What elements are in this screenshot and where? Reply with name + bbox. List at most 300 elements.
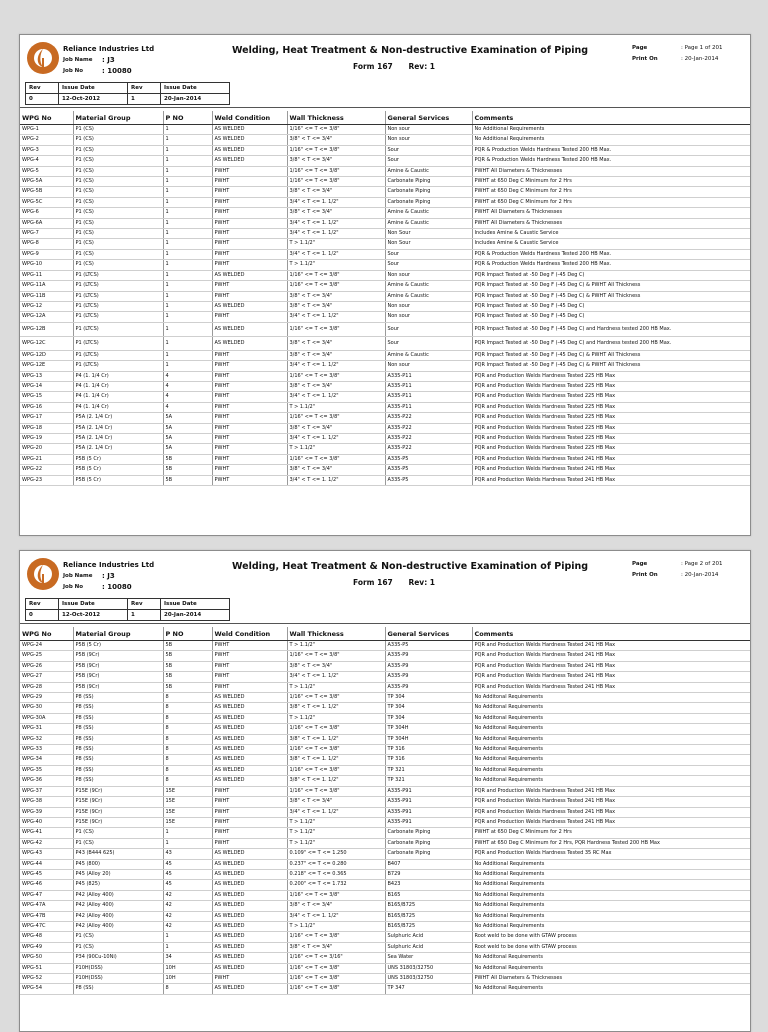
- wpg-no-cell: WPG-54: [20, 984, 73, 994]
- wpg-no-cell: WPG-31: [20, 724, 73, 734]
- wpg-no-cell: WPG-47C: [20, 921, 73, 931]
- material-group-cell: P1 (CS): [73, 229, 163, 239]
- rev-header: Rev: [128, 83, 161, 94]
- table-row: [20, 444, 750, 454]
- comments-cell: No Additonal Requirements: [472, 776, 750, 786]
- p-no-cell: 1: [163, 135, 212, 145]
- comments-cell: Root weld to be done with GTAW process: [472, 942, 750, 952]
- wall-thickness-cell: 1/16" <= T <= 3/8": [287, 281, 385, 291]
- wpg-no-cell: WPG-47: [20, 890, 73, 900]
- weld-condition-cell: AS WELDED: [212, 322, 287, 336]
- material-group-cell: P5B (5 Cr): [73, 641, 163, 651]
- p-no-cell: 1: [163, 361, 212, 371]
- general-services-cell: A335-P9: [385, 682, 472, 692]
- wall-thickness-cell: 1/16" <= T <= 3/8": [287, 786, 385, 796]
- weld-condition-cell: PWHT: [212, 361, 287, 371]
- wall-thickness-cell: 1/16" <= T <= 3/8": [287, 693, 385, 703]
- wall-thickness-cell: T > 1.1/2": [287, 239, 385, 249]
- material-group-cell: P42 (Alloy 400): [73, 911, 163, 921]
- rev-header: Rev: [26, 599, 59, 610]
- comments-cell: No Additonal Requirements: [472, 693, 750, 703]
- page-header: [20, 35, 750, 83]
- comments-cell: PQR Impact Tested at -50 Deg F (-45 Deg C) & PWHT All Thickness: [472, 350, 750, 360]
- p-no-cell: 1: [163, 218, 212, 228]
- wall-thickness-cell: T > 1.1/2": [287, 641, 385, 651]
- comments-cell: PQR and Production Welds Hardness Tested 241 HB Max: [472, 807, 750, 817]
- material-group-cell: P4 (1. 1/4 Cr): [73, 371, 163, 381]
- wall-thickness-cell: 1/16" <= T <= 3/8": [287, 270, 385, 280]
- table-row: [20, 859, 750, 869]
- general-services-cell: B165: [385, 890, 472, 900]
- general-services-cell: A335-P11: [385, 371, 472, 381]
- table-row: [20, 197, 750, 207]
- material-group-cell: P1 (CS): [73, 177, 163, 187]
- p-no-cell: 1: [163, 291, 212, 301]
- material-group-cell: P1 (CS): [73, 260, 163, 270]
- weld-condition-cell: PWHT: [212, 651, 287, 661]
- wpg-no-cell: WPG-19: [20, 433, 73, 443]
- issue-date-value: 12-Oct-2012: [59, 94, 128, 105]
- wpg-no-header: WPG No: [20, 627, 73, 641]
- wpg-no-cell: WPG-12A: [20, 312, 73, 322]
- general-services-cell: TP 304H: [385, 724, 472, 734]
- weld-condition-cell: PWHT: [212, 177, 287, 187]
- material-group-cell: P8 (SS): [73, 745, 163, 755]
- table-row: [20, 270, 750, 280]
- comments-cell: No Additional Requirements: [472, 911, 750, 921]
- wall-thickness-cell: 3/4" < T <= 1. 1/2": [287, 807, 385, 817]
- p-no-cell: 1: [163, 145, 212, 155]
- comments-cell: No Additional Requirements: [472, 869, 750, 879]
- job-name-label: Job Name: [63, 573, 93, 579]
- wall-thickness-cell: 3/4" < T <= 1. 1/2": [287, 433, 385, 443]
- p-no-cell: 5B: [163, 465, 212, 475]
- comments-cell: No Additonal Requirements: [472, 745, 750, 755]
- general-services-cell: Sour: [385, 336, 472, 350]
- table-row: [20, 381, 750, 391]
- table-row: [20, 260, 750, 270]
- material-group-cell: P5B (5 Cr): [73, 465, 163, 475]
- table-row: [20, 361, 750, 371]
- comments-cell: PQR Impact Tested at -50 Deg F (-45 Deg C) and Hardness tested 200 HB Max.: [472, 322, 750, 336]
- material-group-cell: P45 (Alloy 20): [73, 869, 163, 879]
- wall-thickness-cell: 3/4" < T <= 1. 1/2": [287, 249, 385, 259]
- issue-date-value: 20-Jan-2014: [161, 94, 230, 105]
- weld-condition-cell: AS WELDED: [212, 734, 287, 744]
- page-number: : Page 2 of 201: [681, 561, 723, 567]
- p-no-cell: 1: [163, 177, 212, 187]
- weld-condition-cell: AS WELDED: [212, 776, 287, 786]
- wall-thickness-cell: 3/8" < T <= 3/4": [287, 187, 385, 197]
- material-group-cell: P1 (CS): [73, 932, 163, 942]
- table-row: [20, 239, 750, 249]
- wall-thickness-cell: 3/8" < T <= 3/4": [287, 208, 385, 218]
- weld-condition-cell: AS WELDED: [212, 869, 287, 879]
- wall-thickness-cell: 3/8" < T <= 3/4": [287, 901, 385, 911]
- wpg-no-cell: WPG-17: [20, 413, 73, 423]
- comments-cell: PQR Impact Tested at -50 Deg F (-45 Deg C) and Hardness tested 200 HB Max.: [472, 336, 750, 350]
- wpg-no-cell: WPG-11B: [20, 291, 73, 301]
- p-no-cell: 1: [163, 301, 212, 311]
- table-row: [20, 423, 750, 433]
- wpg-no-cell: WPG-4: [20, 156, 73, 166]
- general-services-cell: Non Sour: [385, 229, 472, 239]
- comments-cell: PWHT All Diameters & Thicknesses: [472, 218, 750, 228]
- table-row: [20, 942, 750, 952]
- weld-condition-cell: AS WELDED: [212, 270, 287, 280]
- material-group-cell: P5A (2. 1/4 Cr): [73, 444, 163, 454]
- wall-thickness-cell: 3/8" < T <= 3/4": [287, 661, 385, 671]
- wpg-no-cell: WPG-40: [20, 817, 73, 827]
- wall-thickness-cell: 1/16" <= T <= 3/8": [287, 890, 385, 900]
- p-no-cell: 5B: [163, 475, 212, 485]
- p-no-cell: 8: [163, 724, 212, 734]
- wpg-no-cell: WPG-5B: [20, 187, 73, 197]
- material-group-cell: P10H(DSS): [73, 963, 163, 973]
- table-row: [20, 932, 750, 942]
- material-group-cell: P8 (SS): [73, 755, 163, 765]
- general-services-cell: Sea Water: [385, 953, 472, 963]
- weld-condition-cell: AS WELDED: [212, 755, 287, 765]
- wpg-no-cell: WPG-18: [20, 423, 73, 433]
- wpg-no-cell: WPG-2: [20, 135, 73, 145]
- material-group-cell: P4 (1. 1/4 Cr): [73, 392, 163, 402]
- general-services-cell: TP 304H: [385, 734, 472, 744]
- material-group-cell: P43 (B444 625): [73, 849, 163, 859]
- general-services-cell: Amine & Caustic: [385, 218, 472, 228]
- weld-condition-cell: PWHT: [212, 381, 287, 391]
- p-no-cell: 42: [163, 890, 212, 900]
- comments-cell: PQR & Production Welds Hardness Tested 200 HB Max.: [472, 145, 750, 155]
- table-row: [20, 392, 750, 402]
- table-row: [20, 125, 750, 135]
- table-row: [20, 682, 750, 692]
- weld-condition-cell: PWHT: [212, 807, 287, 817]
- comments-cell: No Additonal Requirements: [472, 734, 750, 744]
- table-row: [20, 454, 750, 464]
- weld-condition-cell: PWHT: [212, 166, 287, 176]
- print-on-date: : 20-Jan-2014: [681, 572, 719, 578]
- general-services-cell: Carbonate Piping: [385, 849, 472, 859]
- wpg-no-cell: WPG-14: [20, 381, 73, 391]
- job-no-label: Job No: [63, 584, 84, 590]
- p-no-cell: 10H: [163, 963, 212, 973]
- p-no-cell: 15E: [163, 797, 212, 807]
- general-services-cell: Sour: [385, 260, 472, 270]
- general-services-cell: A335-P91: [385, 807, 472, 817]
- p-no-cell: 1: [163, 187, 212, 197]
- wall-thickness-cell: 1/16" <= T <= 3/8": [287, 166, 385, 176]
- wpg-no-cell: WPG-43: [20, 849, 73, 859]
- wpg-table: [20, 627, 750, 995]
- wall-thickness-cell: 1/16" <= T <= 3/8": [287, 177, 385, 187]
- comments-cell: No Additional Requirements: [472, 890, 750, 900]
- weld-condition-cell: PWHT: [212, 444, 287, 454]
- wpg-no-cell: WPG-12E: [20, 361, 73, 371]
- wpg-no-cell: WPG-28: [20, 682, 73, 692]
- p-no-cell: 5A: [163, 433, 212, 443]
- general-services-cell: Carbonate Piping: [385, 187, 472, 197]
- general-services-cell: A335-P91: [385, 817, 472, 827]
- material-group-cell: P15E (9Cr): [73, 797, 163, 807]
- comments-cell: No Additonal Requirements: [472, 755, 750, 765]
- weld-condition-cell: AS WELDED: [212, 963, 287, 973]
- wall-thickness-cell: 1/16" <= T <= 3/8": [287, 651, 385, 661]
- table-row: [20, 745, 750, 755]
- material-group-cell: P1 (CS): [73, 249, 163, 259]
- wpg-no-cell: WPG-26: [20, 661, 73, 671]
- table-row: [20, 433, 750, 443]
- weld-condition-cell: PWHT: [212, 672, 287, 682]
- table-row: [20, 963, 750, 973]
- table-row: [20, 661, 750, 671]
- issue-date-header: Issue Date: [59, 599, 128, 610]
- table-header-row: [20, 627, 750, 641]
- p-no-cell: 1: [163, 229, 212, 239]
- print-on-label: Print On: [632, 56, 658, 62]
- wall-thickness-cell: 3/8" < T <= 3/4": [287, 156, 385, 166]
- wall-thickness-cell: 3/4" < T <= 1. 1/2": [287, 911, 385, 921]
- material-group-cell: P1 (CS): [73, 135, 163, 145]
- p-no-cell: 8: [163, 693, 212, 703]
- table-row: [20, 177, 750, 187]
- wpg-no-cell: WPG-52: [20, 974, 73, 984]
- general-services-cell: A335-P11: [385, 381, 472, 391]
- weld-condition-cell: PWHT: [212, 433, 287, 443]
- general-services-cell: A335-P9: [385, 672, 472, 682]
- wall-thickness-cell: 3/4" < T <= 1. 1/2": [287, 361, 385, 371]
- general-services-cell: A335-P9: [385, 651, 472, 661]
- wpg-no-cell: WPG-30: [20, 703, 73, 713]
- table-row: [20, 724, 750, 734]
- wall-thickness-cell: T > 1.1/2": [287, 682, 385, 692]
- comments-cell: PQR Impact Tested at -50 Deg F (-45 Deg C) & PWHT All Thickness: [472, 291, 750, 301]
- general-services-cell: TP 304: [385, 693, 472, 703]
- wall-thickness-cell: 3/8" < T <= 1. 1/2": [287, 703, 385, 713]
- p-no-cell: 1: [163, 281, 212, 291]
- wpg-no-cell: WPG-16: [20, 402, 73, 412]
- comments-cell: PWHT at 650 Deg C Minimum for 2 Hrs: [472, 177, 750, 187]
- material-group-cell: P5B (9Cr): [73, 682, 163, 692]
- general-services-cell: UNS 31803/32750: [385, 963, 472, 973]
- company-name: Reliance Industries Ltd: [63, 45, 155, 53]
- general-services-cell: B423: [385, 880, 472, 890]
- comments-cell: PQR and Production Welds Hardness Tested 241 HB Max: [472, 465, 750, 475]
- p-no-cell: 1: [163, 156, 212, 166]
- comments-cell: PQR and Production Welds Hardness Tested 35 RC Max: [472, 849, 750, 859]
- wall-thickness-cell: 3/4" < T <= 1. 1/2": [287, 392, 385, 402]
- comments-cell: PQR and Production Welds Hardness Tested 241 HB Max: [472, 682, 750, 692]
- material-group-cell: P4 (1. 1/4 Cr): [73, 402, 163, 412]
- wpg-no-cell: WPG-11A: [20, 281, 73, 291]
- weld-condition-cell: AS WELDED: [212, 125, 287, 135]
- comments-cell: PWHT All Diameters & Thicknesses: [472, 208, 750, 218]
- general-services-cell: Amine & Caustic: [385, 208, 472, 218]
- material-group-cell: P1 (LTCS): [73, 336, 163, 350]
- general-services-cell: TP 316: [385, 745, 472, 755]
- table-row: [20, 336, 750, 350]
- comments-cell: PQR and Production Welds Hardness Tested 241 HB Max: [472, 661, 750, 671]
- weld-condition-cell: PWHT: [212, 218, 287, 228]
- weld-condition-cell: PWHT: [212, 413, 287, 423]
- wall-thickness-cell: T > 1.1/2": [287, 444, 385, 454]
- general-services-cell: TP 304: [385, 713, 472, 723]
- job-no-value: : 10080: [102, 583, 132, 591]
- p-no-cell: 42: [163, 901, 212, 911]
- material-group-cell: P5B (5 Cr): [73, 454, 163, 464]
- general-services-cell: Carbonate Piping: [385, 177, 472, 187]
- material-group-cell: P1 (CS): [73, 125, 163, 135]
- table-row: [20, 371, 750, 381]
- wall-thickness-cell: 3/4" < T <= 1. 1/2": [287, 312, 385, 322]
- general-services-cell: Amine & Caustic: [385, 350, 472, 360]
- p-no-cell: 8: [163, 745, 212, 755]
- table-row: [20, 249, 750, 259]
- material-group-cell: P15E (9Cr): [73, 786, 163, 796]
- wpg-no-cell: WPG-6A: [20, 218, 73, 228]
- p-no-cell: 5B: [163, 661, 212, 671]
- table-row: [20, 135, 750, 145]
- p-no-cell: 45: [163, 859, 212, 869]
- material-group-cell: P45 (800): [73, 859, 163, 869]
- comments-cell: PQR and Production Welds Hardness Tested 241 HB Max: [472, 672, 750, 682]
- material-group-cell: P1 (CS): [73, 156, 163, 166]
- issue-date-value: 12-Oct-2012: [59, 610, 128, 621]
- rev-header: Rev: [128, 599, 161, 610]
- weld-condition-cell: PWHT: [212, 371, 287, 381]
- job-name-value: : J3: [102, 56, 115, 64]
- weld-condition-cell: AS WELDED: [212, 745, 287, 755]
- weld-condition-cell: PWHT: [212, 828, 287, 838]
- general-services-cell: Non sour: [385, 270, 472, 280]
- material-group-cell: P1 (CS): [73, 838, 163, 848]
- p-no-cell: 15E: [163, 817, 212, 827]
- wpg-no-cell: WPG-8: [20, 239, 73, 249]
- comments-cell: PQR and Production Welds Hardness Tested 241 HB Max: [472, 786, 750, 796]
- table-row: [20, 869, 750, 879]
- table-row: [20, 145, 750, 155]
- form-revision: [353, 62, 435, 71]
- general-services-cell: A335-P5: [385, 475, 472, 485]
- p-no-cell: 45: [163, 869, 212, 879]
- material-group-cell: P1 (LTCS): [73, 350, 163, 360]
- table-row: [20, 281, 750, 291]
- material-group-cell: P5B (9Cr): [73, 651, 163, 661]
- comments-cell: No Additonal Requirements: [472, 963, 750, 973]
- wpg-no-cell: WPG-10: [20, 260, 73, 270]
- p-no-cell: 4: [163, 371, 212, 381]
- material-group-cell: P42 (Alloy 400): [73, 901, 163, 911]
- comments-cell: PQR and Production Welds Hardness Tested 241 HB Max: [472, 641, 750, 651]
- wpg-no-cell: WPG-48: [20, 932, 73, 942]
- comments-cell: No Additonal Requirements: [472, 765, 750, 775]
- rev-value: 0: [26, 94, 59, 105]
- wall-thickness-cell: T > 1.1/2": [287, 921, 385, 931]
- material-group-cell: P15E (9Cr): [73, 817, 163, 827]
- weld-condition-cell: PWHT: [212, 392, 287, 402]
- material-group-cell: P8 (SS): [73, 765, 163, 775]
- weld-condition-cell: AS WELDED: [212, 765, 287, 775]
- comments-header: Comments: [472, 111, 750, 125]
- table-row: [20, 218, 750, 228]
- wpg-no-cell: WPG-38: [20, 797, 73, 807]
- document-page-2: [19, 550, 751, 1032]
- job-no-label: Job No: [63, 68, 84, 74]
- wall-thickness-cell: 3/8" < T <= 3/4": [287, 135, 385, 145]
- wpg-no-cell: WPG-33: [20, 745, 73, 755]
- weld-condition-cell: AS WELDED: [212, 932, 287, 942]
- comments-cell: No Additional Requirements: [472, 125, 750, 135]
- weld-condition-cell: AS WELDED: [212, 145, 287, 155]
- material-group-cell: P5B (5 Cr): [73, 475, 163, 485]
- weld-condition-cell: AS WELDED: [212, 859, 287, 869]
- p-no-cell: 8: [163, 703, 212, 713]
- wall-thickness-cell: 1/16" <= T <= 3/8": [287, 974, 385, 984]
- weld-condition-cell: PWHT: [212, 291, 287, 301]
- p-no-header: P NO: [163, 111, 212, 125]
- general-services-header: General Services: [385, 627, 472, 641]
- rev-number: Rev: 1: [408, 578, 436, 587]
- general-services-cell: Sour: [385, 322, 472, 336]
- material-group-cell: P1 (LTCS): [73, 322, 163, 336]
- general-services-cell: Non sour: [385, 361, 472, 371]
- wall-thickness-cell: 1/16" <= T <= 3/8": [287, 454, 385, 464]
- material-group-cell: P34 (90Cu-10Ni): [73, 953, 163, 963]
- table-row: [20, 890, 750, 900]
- wall-thickness-cell: T > 1.1/2": [287, 817, 385, 827]
- general-services-cell: A335-P5: [385, 465, 472, 475]
- weld-condition-cell: PWHT: [212, 208, 287, 218]
- material-group-cell: P1 (LTCS): [73, 312, 163, 322]
- wpg-no-cell: WPG-6: [20, 208, 73, 218]
- table-row: [20, 807, 750, 817]
- weld-condition-cell: PWHT: [212, 465, 287, 475]
- wpg-no-cell: WPG-50: [20, 953, 73, 963]
- table-row: [20, 651, 750, 661]
- general-services-cell: Sulphuric Acid: [385, 942, 472, 952]
- wpg-no-cell: WPG-7: [20, 229, 73, 239]
- material-group-cell: P42 (Alloy 400): [73, 921, 163, 931]
- table-row: [20, 921, 750, 931]
- p-no-cell: 10H: [163, 974, 212, 984]
- comments-cell: PWHT at 650 Deg C Minimum for 2 Hrs, PQR Hardness Tested 200 HB Max: [472, 838, 750, 848]
- comments-cell: PQR and Production Welds Hardness Tested 225 HB Max: [472, 392, 750, 402]
- weld-condition-cell: AS WELDED: [212, 953, 287, 963]
- general-services-cell: A335-P5: [385, 454, 472, 464]
- weld-condition-cell: PWHT: [212, 475, 287, 485]
- material-group-cell: P1 (CS): [73, 239, 163, 249]
- general-services-cell: Amine & Caustic: [385, 281, 472, 291]
- wall-thickness-cell: T > 1.1/2": [287, 402, 385, 412]
- table-row: [20, 672, 750, 682]
- wall-thickness-cell: T > 1.1/2": [287, 713, 385, 723]
- p-no-cell: 5A: [163, 444, 212, 454]
- wpg-no-cell: WPG-22: [20, 465, 73, 475]
- wpg-no-cell: WPG-46: [20, 880, 73, 890]
- p-no-cell: 1: [163, 312, 212, 322]
- wpg-no-cell: WPG-20: [20, 444, 73, 454]
- weld-condition-cell: AS WELDED: [212, 703, 287, 713]
- material-group-cell: P8 (SS): [73, 693, 163, 703]
- material-group-cell: P8 (SS): [73, 703, 163, 713]
- wall-thickness-cell: 3/4" < T <= 1. 1/2": [287, 218, 385, 228]
- p-no-cell: 1: [163, 838, 212, 848]
- general-services-cell: B165/B725: [385, 921, 472, 931]
- wall-thickness-cell: 0.218" <= T <= 0.365: [287, 869, 385, 879]
- wall-thickness-cell: 1/16" <= T <= 3/16": [287, 953, 385, 963]
- table-row: [20, 208, 750, 218]
- weld-condition-cell: AS WELDED: [212, 301, 287, 311]
